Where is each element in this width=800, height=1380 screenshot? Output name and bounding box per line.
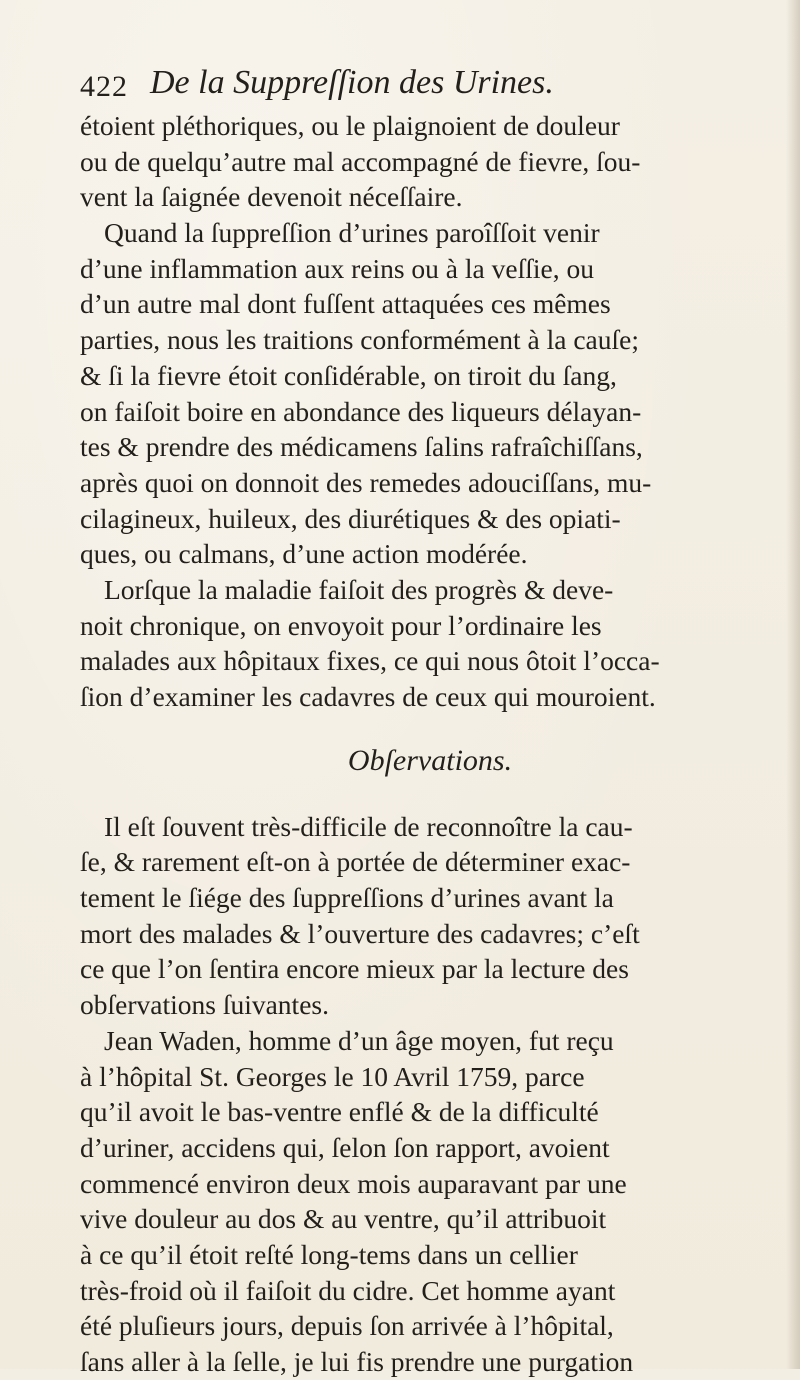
text-line: Il eſt ſouvent très-difficile de reconnoître la cau- <box>104 810 633 842</box>
text-line: Lorſque la maladie faiſoit des progrès & deve- <box>104 573 614 605</box>
text-line: malades aux hôpitaux fixes, ce qui nous ôtoit l’occa- <box>80 645 660 677</box>
text-line: noit chronique, on envoyoit pour l’ordinaire les <box>80 609 602 641</box>
text-line: cilagineux, huileux, des diurétiques & des opiati- <box>80 502 621 534</box>
text-line: vent la ſaignée devenoit néceſſaire. <box>80 181 463 213</box>
text-line: on faiſoit boire en abondance des liqueurs délayan- <box>80 395 642 427</box>
text-line: Jean Waden, homme d’un âge moyen, fut reçu <box>104 1024 614 1056</box>
text-line: ou de quelqu’autre mal accompagné de fievre, ſou- <box>80 145 641 177</box>
text-line: à l’hôpital St. Georges le 10 Avril 1759, parce <box>80 1060 585 1092</box>
text-line: Quand la ſuppreſſion d’urines paroîſſoit venir <box>104 217 600 249</box>
text-line: vive douleur au dos & au ventre, qu’il attribuoit <box>80 1203 607 1235</box>
heading-block <box>80 715 800 809</box>
text-line: ſion d’examiner les cadavres de ceux qui mouroient. <box>80 681 656 712</box>
text-line: mort des malades & l’ouverture des cadavres; c’eſt <box>80 917 640 949</box>
text-line: d’un autre mal dont fuſſent attaquées ces mêmes <box>80 288 611 320</box>
text-line: commencé environ deux mois auparavant par une <box>80 1167 627 1199</box>
text-line: étoient pléthoriques, ou le plaignoient de douleur <box>80 110 620 141</box>
text-line: obſervations ſuivantes. <box>80 989 329 1021</box>
body-text <box>80 108 800 1380</box>
page-header <box>80 64 780 112</box>
text-line: ſans aller à la ſelle, je lui fis prendre une purgation <box>80 1346 634 1377</box>
text-line: & ſi la fievre étoit conſidérable, on tiroit du ſang, <box>80 359 617 391</box>
text-line: très-froid où il faiſoit du cidre. Cet homme ayant <box>80 1274 616 1306</box>
text-line: ce que l’on ſentira encore mieux par la lecture des <box>80 953 629 985</box>
text-line: après quoi on donnoit des remedes adouciſſans, mu- <box>80 466 652 498</box>
page-number: 422 <box>80 70 128 103</box>
text-line: d’une inflammation aux reins ou à la veſſie, ou <box>80 252 594 284</box>
text-line: tes & prendre des médicamens ſalins rafraîchiſſans, <box>80 431 643 463</box>
text-line: d’uriner, accidens qui, ſelon ſon rapport, avoient <box>80 1131 610 1163</box>
text-line: qu’il avoit le bas-ventre enflé & de la difficulté <box>80 1096 599 1128</box>
text-line: à ce qu’il étoit reſté long-tems dans un cellier <box>80 1238 578 1270</box>
text-line: tement le ſiége des ſuppreſſions d’urines avant la <box>80 882 614 914</box>
text-line: été pluſieurs jours, depuis ſon arrivée à l’hôpital, <box>80 1310 614 1342</box>
running-title: De la Suppreſſion des Urines. <box>150 64 554 101</box>
text-line: parties, nous les traitions conformément à la cauſe; <box>80 324 639 356</box>
section-heading: Obſervations. <box>347 743 513 777</box>
text-line: ques, ou calmans, d’une action modérée. <box>80 538 528 570</box>
text-line: ſe, & rarement eſt-on à portée de déterminer exac- <box>80 846 631 878</box>
